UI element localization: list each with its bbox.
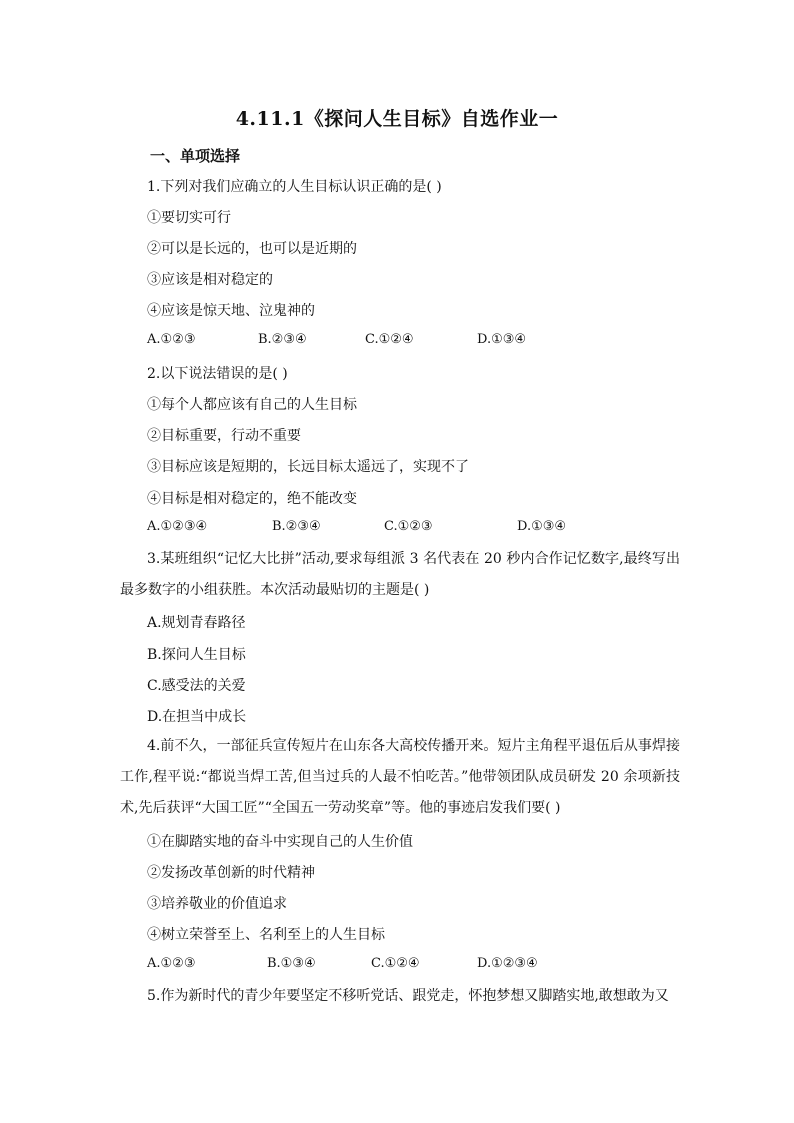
question-4-item: ②发扬改革创新的时代精神	[147, 865, 315, 881]
question-3-choice: D.在担当中成长	[147, 709, 247, 725]
question-3-choice: A.规划青春路径	[147, 615, 246, 631]
question-2-item: ③目标应该是短期的，长远目标太遥远了，实现不了	[147, 459, 469, 475]
option-a: A.①②③	[147, 332, 196, 347]
option-b: B.①③④	[267, 956, 316, 971]
question-3-stem: 3.某班组织“记忆大比拼”活动,要求每组派 3 名代表在 20 秒内合作记忆数字,最终写出最多数字的小组获胜。本次活动最贴切的主题是( )	[120, 551, 680, 598]
question-4-item: ④树立荣誉至上、名利至上的人生目标	[147, 927, 385, 943]
option-c: C.①②③	[384, 519, 433, 534]
question-2-item: ④目标是相对稳定的，绝不能改变	[147, 491, 357, 507]
question-2-item: ①每个人都应该有自己的人生目标	[147, 397, 357, 413]
question-1-item: ①要切实可行	[147, 210, 231, 226]
option-d: D.①②③④	[477, 956, 538, 971]
question-3-choice: C.感受法的关爱	[147, 678, 246, 694]
question-4-stem: 4.前不久，一部征兵宣传短片在山东各大高校传播开来。短片主角程平退伍后从事焊接工作,程平说:“都说当焊工苦,但当过兵的人最不怕吃苦。”他带领团队成员研发 20 余项新技术,先后获评“大国工匠”“全国五一劳动奖章”等。他的事迹启发我们要( )	[120, 738, 680, 816]
question-4-options	[147, 956, 538, 971]
question-1-item: ④应该是惊天地、泣鬼神的	[147, 303, 315, 319]
option-a: A.①②③	[147, 956, 196, 971]
question-2-stem: 2.以下说法错误的是( )	[147, 366, 288, 382]
question-4-item: ③培养敬业的价值追求	[147, 896, 287, 912]
option-c: C.①②④	[371, 956, 420, 971]
option-d: D.①③④	[517, 519, 567, 534]
question-1-options	[147, 332, 526, 347]
option-d: D.①③④	[477, 332, 527, 347]
question-1-item: ②可以是长远的，也可以是近期的	[147, 241, 357, 257]
question-3-choice: B.探问人生目标	[147, 647, 246, 663]
question-1-item: ③应该是相对稳定的	[147, 272, 273, 288]
question-2-options	[147, 519, 566, 534]
option-b: B.②③④	[258, 332, 307, 347]
option-c: C.①②④	[365, 332, 414, 347]
question-2-item: ②目标重要，行动不重要	[147, 428, 301, 444]
page-title: 4.11.1《探问人生目标》自选作业一	[235, 108, 559, 130]
option-a: A.①②③④	[147, 519, 208, 534]
question-5-stem: 5.作为新时代的青少年要坚定不移听党话、跟党走，怀抱梦想又脚踏实地,敢想敢为又	[147, 988, 669, 1004]
question-4-item: ①在脚踏实地的奋斗中实现自己的人生价值	[147, 834, 413, 850]
question-1-stem: 1.下列对我们应确立的人生目标认识正确的是( )	[147, 179, 442, 195]
section-heading: 一、单项选择	[150, 147, 241, 165]
option-b: B.②③④	[272, 519, 321, 534]
